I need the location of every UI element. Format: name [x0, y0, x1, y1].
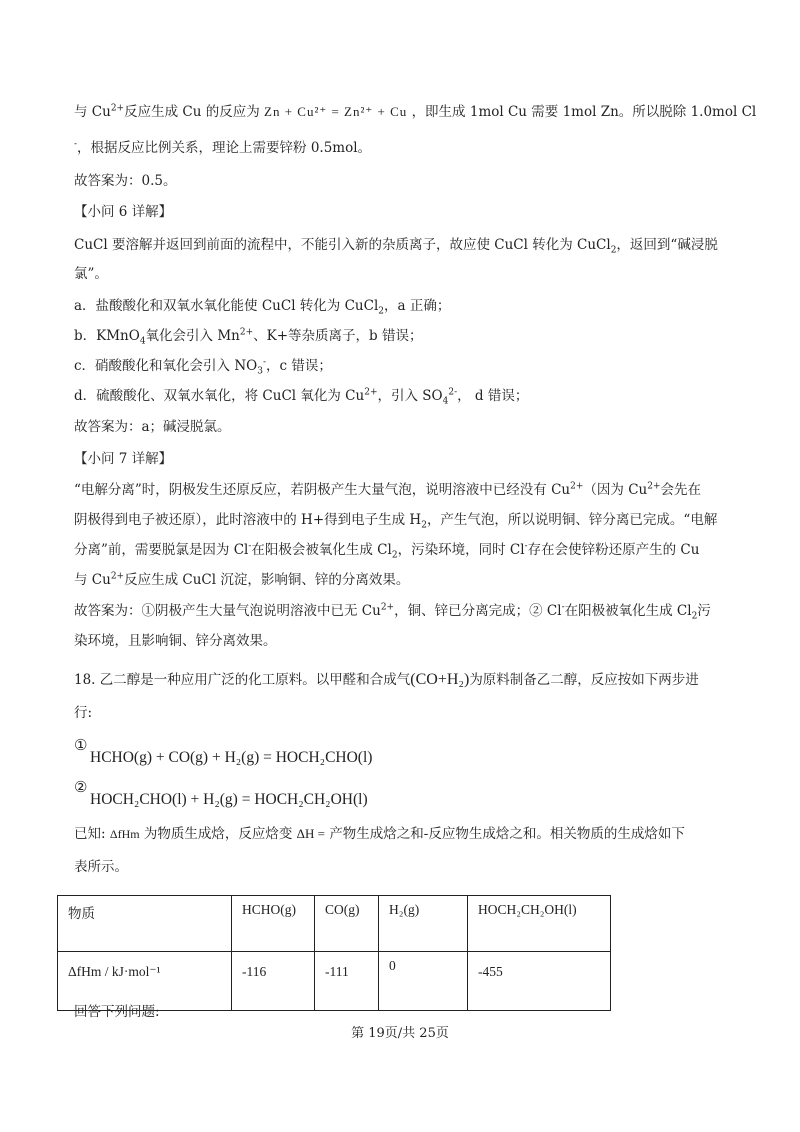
- table-cell: -455: [468, 952, 611, 1011]
- subscript: 4: [442, 396, 449, 407]
- text: 氧化会引入 Mn: [145, 328, 240, 344]
- table-cell: 0: [379, 952, 468, 1011]
- subscript: 4: [139, 336, 146, 347]
- inline-symbol: ΔfHm: [109, 827, 140, 841]
- heading-text: 【小问 6 详解】: [74, 204, 173, 220]
- table-header-row: [58, 896, 611, 952]
- superscript: 2+: [647, 481, 661, 492]
- subscript: 2: [378, 306, 384, 317]
- text-line: [74, 570, 409, 590]
- inline-equation: Zn + Cu²⁺ = Zn²⁺ + Cu: [264, 104, 408, 119]
- text: 回答下列问题:: [74, 1004, 160, 1020]
- text: 污: [697, 603, 711, 619]
- superscript: 2+: [570, 481, 584, 492]
- subscript: 2: [391, 550, 398, 561]
- subscript: 3: [257, 366, 263, 377]
- text: ，引入 SO: [377, 388, 443, 404]
- text: 反应生成 CuCl 沉淀，影响铜、锌的分离效果。: [124, 572, 410, 588]
- text: 与 Cu: [74, 104, 111, 120]
- text-line: [74, 857, 128, 877]
- enthalpy-table: [57, 895, 611, 1011]
- superscript: -: [524, 541, 528, 552]
- text-line: [74, 235, 718, 255]
- equation-text: HCHO(g) + CO(g) + H₂(g) = HOCH₂CHO(l): [90, 749, 373, 766]
- text: CuCl 要溶解并返回到前面的流程中，不能引入新的杂质离子，故应使 CuCl 转化为 CuCl: [74, 237, 611, 253]
- text: 行:: [74, 705, 93, 721]
- text: d．硫酸酸化、双氧水氧化，将 CuCl 氧化为 Cu: [74, 388, 365, 404]
- superscript: -: [74, 139, 78, 150]
- text: 、K+等杂质离子，b 错误；: [253, 328, 423, 344]
- text-line: [74, 171, 176, 191]
- section-heading: [74, 202, 172, 222]
- text: 染环境，且影响铜、锌分离效果。: [74, 633, 277, 649]
- table-header-cell: HOCH₂CH₂OH(l): [468, 896, 611, 952]
- table-header-cell: 物质: [58, 896, 232, 952]
- text: ， d 错误；: [457, 388, 529, 404]
- text-line: [74, 1002, 160, 1022]
- table-header-cell: H₂(g): [379, 896, 468, 952]
- subscript: 2: [610, 245, 617, 256]
- text: 18. 乙二醇是一种应用广泛的化工原料。以甲醛和合成气: [74, 672, 411, 688]
- text: 为物质生成焓，反应焓变: [143, 826, 293, 842]
- text-line: [74, 540, 699, 560]
- table-cell: -111: [315, 952, 379, 1011]
- text: c．硝酸酸化和氧化会引入 NO: [74, 358, 258, 374]
- text: 产物生成焓之和-反应物生成焓之和。相关物质的生成焓如下: [329, 826, 685, 842]
- superscript: 2+: [380, 602, 395, 613]
- table-header-cell: HCHO(g): [232, 896, 315, 952]
- subscript: 2: [691, 611, 698, 622]
- table-row-label: ΔfHm / kJ·mol⁻¹: [58, 952, 232, 1011]
- text: ，返回到“碱浸脱: [616, 237, 718, 253]
- superscript: 2+: [364, 387, 378, 398]
- text: 在阳极会被氧化生成 Cl: [251, 542, 392, 558]
- superscript: 2-: [448, 387, 458, 398]
- text: 会先在: [660, 482, 702, 498]
- text: 反应生成 Cu 的反应为: [124, 104, 260, 120]
- text: 故答案为：①阴极产生大量气泡说明溶液中已无 Cu: [74, 603, 381, 619]
- answer-text: 故答案为：a；碱浸脱氯。: [74, 419, 231, 435]
- inline-symbol: ΔH =: [296, 826, 326, 841]
- circled-number: ①: [74, 736, 88, 754]
- text-line: [74, 138, 371, 158]
- text: ，a 正确；: [384, 298, 451, 314]
- superscript: -: [561, 602, 565, 613]
- superscript: -: [248, 541, 252, 552]
- text-line: [74, 824, 685, 844]
- superscript: 2+: [110, 103, 125, 114]
- text: a．盐酸酸化和双氧水氧化能使 CuCl 转化为 CuCl: [74, 298, 379, 314]
- superscript: -: [262, 357, 267, 368]
- superscript: 2+: [110, 571, 125, 582]
- question-18: [74, 670, 699, 690]
- table-header-cell: CO(g): [315, 896, 379, 952]
- text-line: [74, 510, 717, 530]
- superscript: 2+: [239, 327, 254, 338]
- text-line: [74, 601, 711, 621]
- text: 与 Cu: [74, 572, 111, 588]
- text-line: [74, 264, 108, 284]
- equation-text: HOCH₂CHO(l) + H₂(g) = HOCH₂CH₂OH(l): [90, 791, 368, 808]
- text: ，污染环境，同时 Cl: [397, 542, 525, 558]
- option-d: [74, 386, 528, 406]
- text: ，c 错误；: [266, 358, 332, 374]
- circled-number: ②: [74, 778, 88, 796]
- text-line: [74, 480, 701, 500]
- equation-2: [90, 790, 368, 810]
- option-a: [74, 296, 450, 316]
- heading-text: 【小问 7 详解】: [74, 451, 173, 467]
- text: 存在会使锌粉还原产生的 Cu: [527, 542, 700, 558]
- text: 表所示。: [74, 859, 128, 875]
- text: 氯”。: [74, 266, 108, 282]
- section-heading: [74, 449, 172, 469]
- text: ，产生气泡，所以说明铜、锌分离已完成。“电解: [426, 512, 718, 528]
- text: ，铜、锌已分离完成；② Cl: [394, 603, 562, 619]
- option-c: [74, 356, 332, 376]
- answer-text: 故答案为：0.5。: [74, 173, 177, 189]
- text: ，根据反应比例关系，理论上需要锌粉 0.5mol。: [77, 140, 372, 156]
- text: 阴极得到电子被还原），此时溶液中的 H+得到电子生成 H: [74, 512, 422, 528]
- text: （因为 Cu: [583, 482, 648, 498]
- equation-1: [90, 748, 372, 768]
- text: 分离”前，需要脱氯是因为 Cl: [74, 542, 249, 558]
- table-cell: -116: [232, 952, 315, 1011]
- subscript: 2: [421, 520, 427, 531]
- text: b．KMnO: [74, 328, 140, 344]
- text-line: [74, 703, 92, 723]
- text: ，即生成 1mol Cu 需要 1mol Zn。所以脱除 1.0mol Cl: [411, 104, 757, 120]
- text: “电解分离”时，阴极发生还原反应，若阴极产生大量气泡，说明溶液中已经没有 Cu: [74, 482, 571, 498]
- page-footer: 第 19页/共 25页: [351, 1026, 449, 1041]
- option-b: [74, 326, 422, 346]
- text: 已知:: [74, 826, 106, 842]
- text: 在阳极被氧化生成 Cl: [564, 603, 692, 619]
- text-line: [74, 102, 756, 122]
- inline-equation: (CO+H₂): [410, 671, 470, 688]
- text-line: [74, 631, 277, 651]
- text-line: [74, 417, 231, 437]
- text: 为原料制备乙二醇，反应按如下两步进: [469, 672, 699, 688]
